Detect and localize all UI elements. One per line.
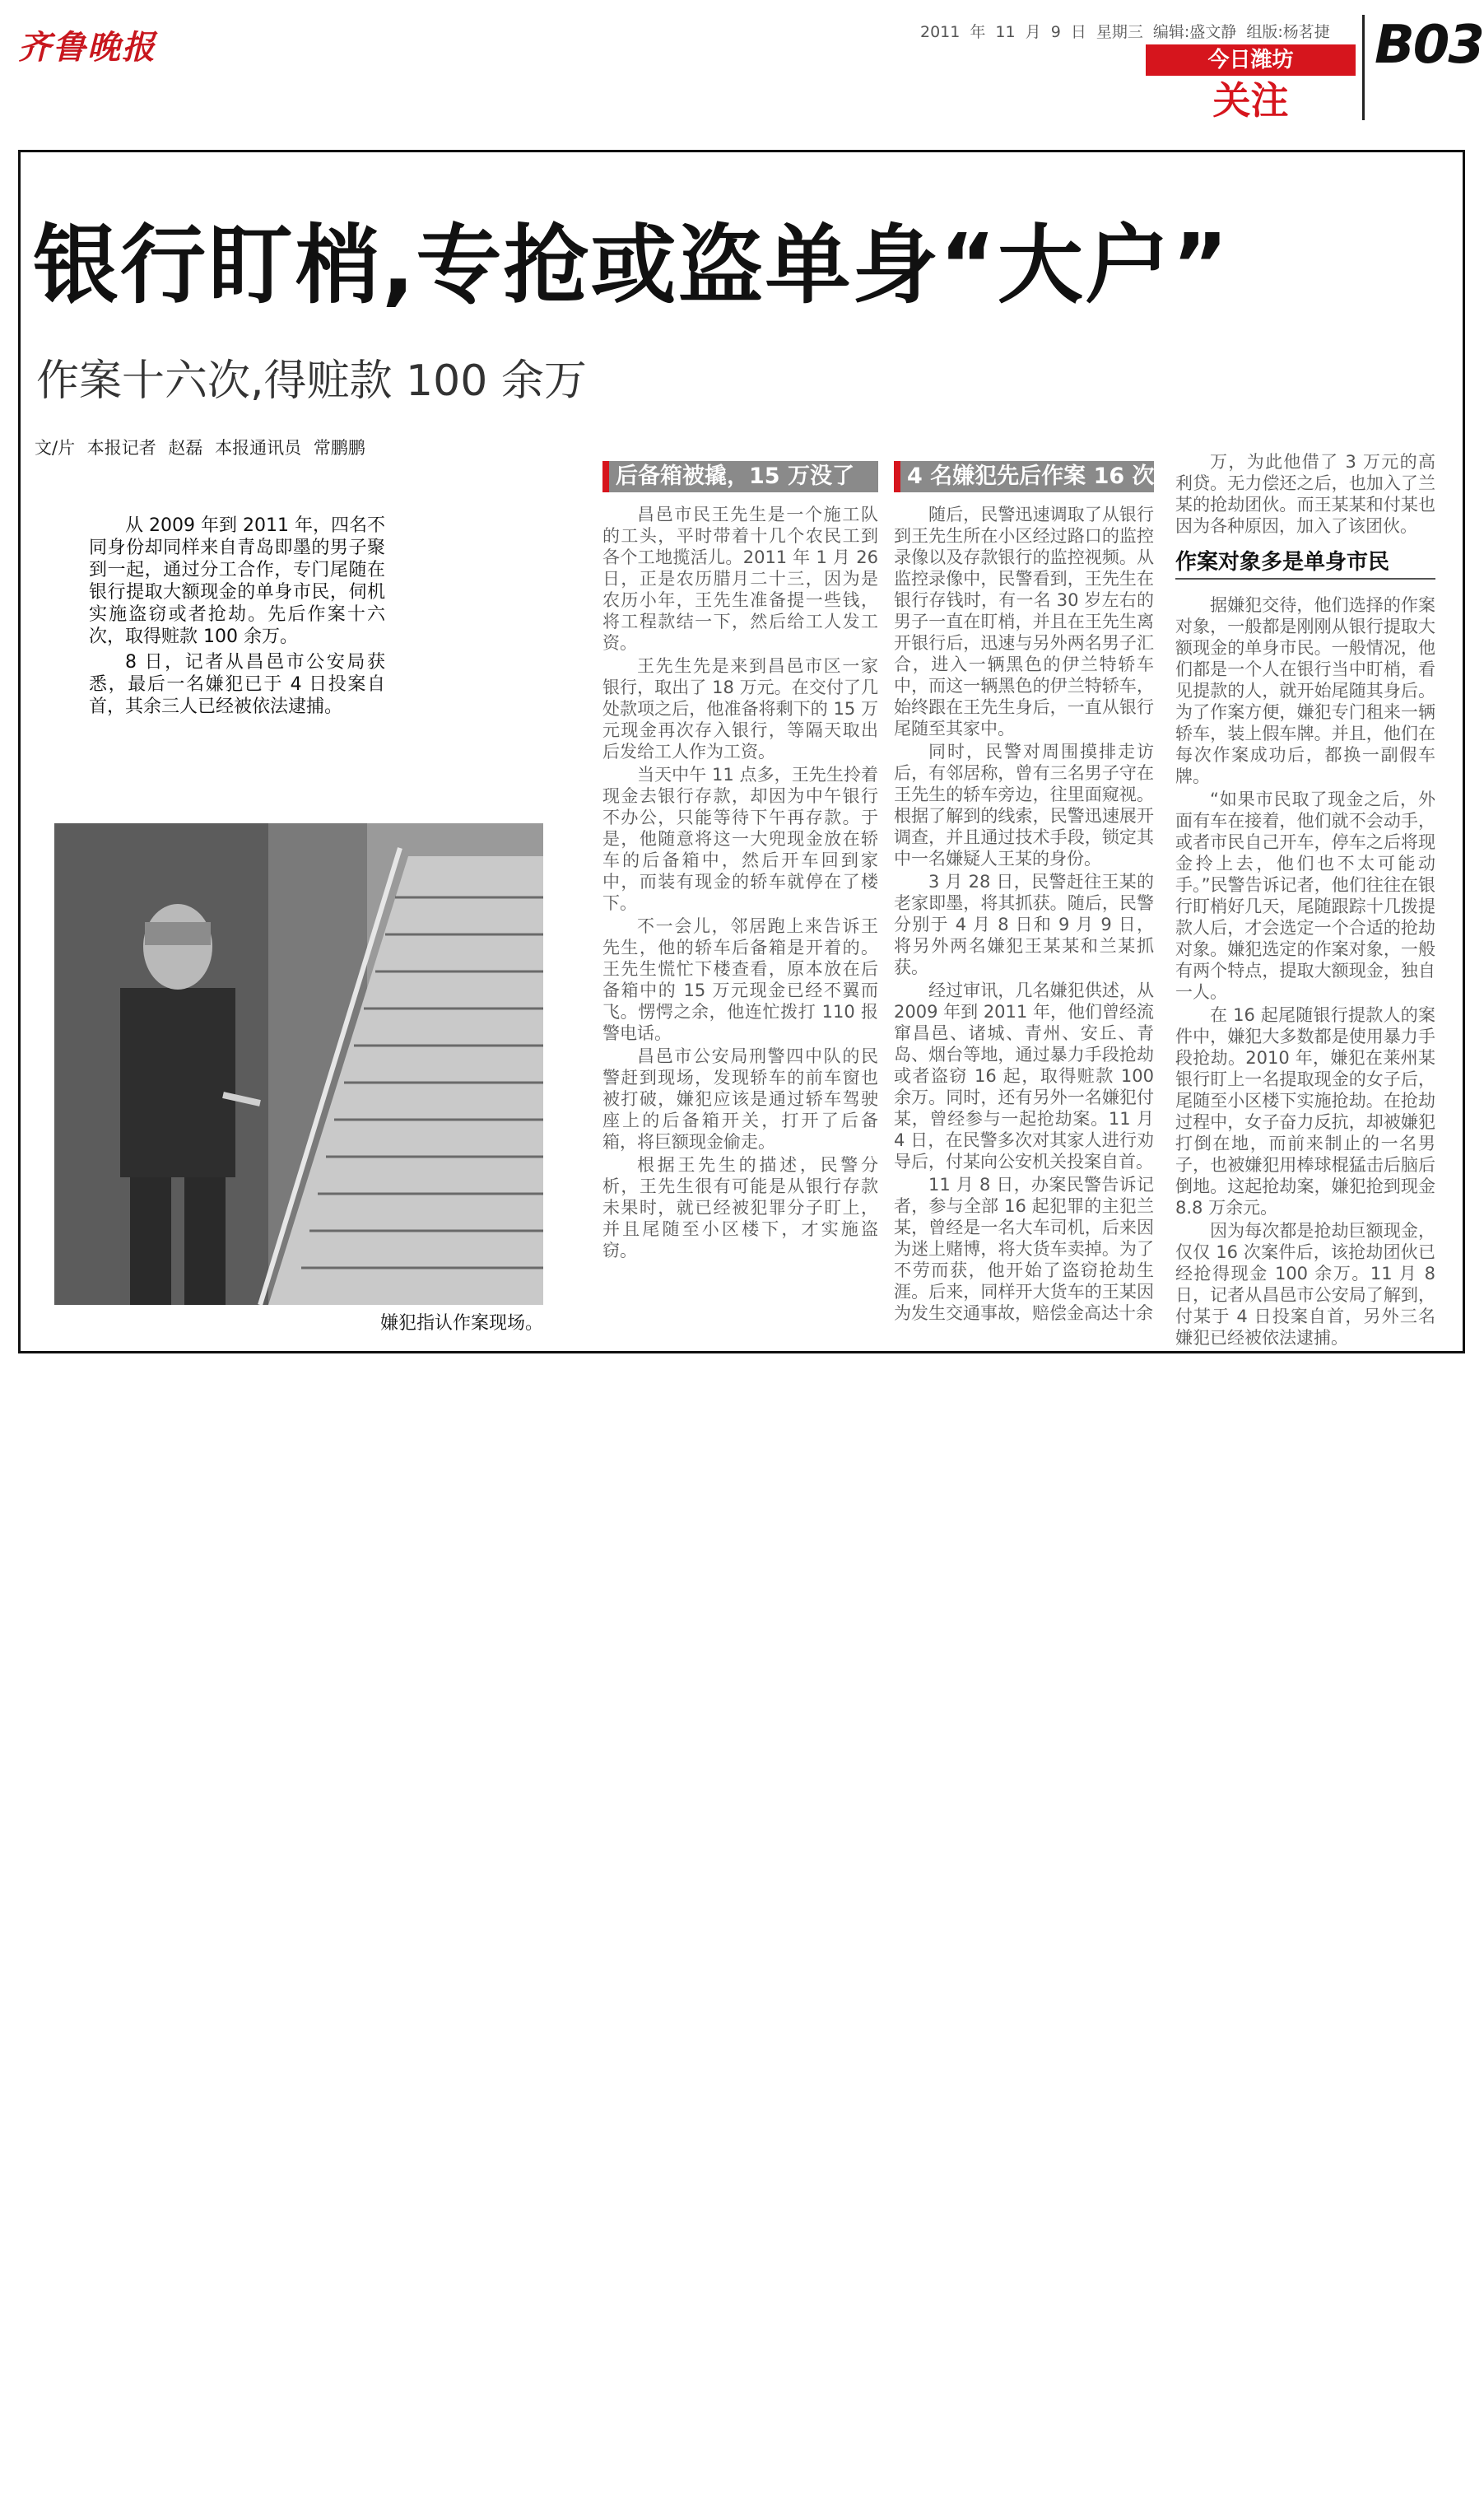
lead-paragraphs [89, 515, 385, 721]
paragraph: 11 月 8 日，办案民警告诉记者，参与全部 16 起犯罪的主犯兰某，曾经是一名大车司机，后来因为迷上赌博，将大货车卖掉。为了不劳而获，他开始了盗窃抢劫生涯。后来，同样开大货车的王某因为发生交通事故，赔偿金高达十余 [894, 1175, 1154, 1323]
page-meta: 2011 年 11 月 9 日 星期三 编辑:盛文静 组版:杨茗捷 [920, 23, 1330, 41]
paragraph: 经过审讯，几名嫌犯供述，从 2009 年到 2011 年，他们曾经流窜昌邑、诸城、青州、安丘、青岛、烟台等地，通过暴力手段抢劫或者盗窃 16 起，取得赃款 100 余万。同时，还有另外一名嫌犯付某，曾经参与一起抢劫案。11 月 4 日，在民警多次对其家人进行劝导后，付某向公安机关投案自首。 [894, 981, 1154, 1172]
section-title: 关注 [1212, 78, 1289, 123]
page-number: B03 [1375, 15, 1483, 76]
paragraph: 随后，民警迅速调取了从银行到王先生所在小区经过路口的监控录像以及存款银行的监控视频。从监控录像中，民警看到，王先生在银行存钱时，有一名 30 岁左右的男子一直在盯梢，并且在王先生离开银行后，迅速与另外两名男子汇合，进入一辆黑色的伊兰特轿车中，而这一辆黑色的伊兰特轿车，始终跟在王先生身后，一直从银行尾随至其家中。 [894, 505, 1154, 738]
column-3 [1175, 451, 1435, 1350]
paragraph: 昌邑市民王先生是一个施工队的工头，平时带着十几个农民工到各个工地揽活儿。2011 年 1 月 26 日，正是农历腊月二十三，因为是农历小年，王先生准备提一些钱，将工程款结一下，然后给工人发工资。 [602, 505, 878, 653]
masthead-divider [1362, 15, 1365, 120]
column-heading: 4 名嫌犯先后作案 16 次 [894, 461, 1154, 492]
photo-illustration [54, 823, 543, 1305]
paragraph: 王先生先是来到昌邑市区一家银行，取出了 18 万元。在交付了几处款项之后，他准备将剩下的 15 万元现金再次存入银行，等隔天取出后发给工人作为工资。 [602, 656, 878, 762]
paragraph: 不一会儿，邻居跑上来告诉王先生，他的轿车后备箱是开着的。王先生慌忙下楼查看，原本放在后备箱中的 15 万元现金已经不翼而飞。愣愕之余，他连忙拨打 110 报警电话。 [602, 916, 878, 1043]
lead-paragraph: 8 日，记者从昌邑市公安局获悉，最后一名嫌犯已于 4 日投案自首，其余三人已经被依法逮捕。 [89, 652, 385, 717]
paragraph: 当天中午 11 点多，王先生拎着现金去银行存款，却因为中午银行不办公，只能等待下午再存款。于是，他随意将这一大兜现金放在轿车的后备箱中，然后开车回到家中，而装有现金的轿车就停在了楼下。 [602, 765, 878, 913]
subheadline: 作案十六次,得赃款 100 余万 [36, 356, 587, 406]
newspaper-logo: 齐鲁晚报 [18, 28, 156, 67]
paragraph: 昌邑市公安局刑警四中队的民警赶到现场，发现轿车的前车窗也被打破，嫌犯应该是通过轿车驾驶座上的后备箱开关，打开了后备箱，将巨额现金偷走。 [602, 1046, 878, 1152]
paragraph: “如果市民取了现金之后，外面有车在接着，他们就不会动手，或者市民自己开车，停车之后将现金拎上去，他们也不太可能动手。”民警告诉记者，他们往往在银行盯梢好几天，尾随跟踪十几拨提款人后，才会选定一个合适的抢劫对象。嫌犯选定的作案对象，一般有两个特点，提取大额现金，独自一人。 [1175, 790, 1435, 1002]
section-tag: 今日潍坊 [1146, 44, 1356, 76]
paragraph: 根据王先生的描述，民警分析，王先生很有可能是从银行存款未果时，就已经被犯罪分子盯上，并且尾随至小区楼下，才实施盗窃。 [602, 1155, 878, 1260]
paragraph: 3 月 28 日，民警赶往王某的老家即墨，将其抓获。随后，民警分别于 4 月 8 日和 9 月 9 日，将另外两名嫌犯王某某和兰某抓获。 [894, 872, 1154, 977]
column-2 [894, 461, 1154, 1325]
headline: 银行盯梢,专抢或盗单身“大户” [33, 215, 1230, 315]
photo-caption: 嫌犯指认作案现场。 [379, 1313, 543, 1334]
column-heading: 作案对象多是单身市民 [1175, 552, 1435, 580]
paragraph: 在 16 起尾随银行提款人的案件中，嫌犯大多数都是使用暴力手段抢劫。2010 年，嫌犯在莱州某银行盯上一名提取现金的女子后，尾随至小区楼下实施抢劫。在抢劫过程中，女子奋力反抗，却被嫌犯打倒在地，而前来制止的一名男子，也被嫌犯用棒球棍猛击后脑后倒地。这起抢劫案，嫌犯抢到现金 8.8 万余元。 [1175, 1005, 1435, 1218]
column-heading: 后备箱被撬，15 万没了 [602, 461, 878, 492]
paragraph: 同时，民警对周围摸排走访后，有邻居称，曾有三名男子守在王先生的轿车旁边，往里面窥视。根据了解到的线索，民警迅速展开调查，并且通过技术手段，锁定其中一名嫌疑人王某的身份。 [894, 742, 1154, 869]
column-1 [602, 461, 878, 1263]
byline: 文/片 本报记者 赵磊 本报通讯员 常鹏鹏 [35, 438, 365, 458]
lead-paragraph: 从 2009 年到 2011 年，四名不同身份却同样来自青岛即墨的男子聚到一起，通过分工合作，专门尾随在银行提取大额现金的单身市民，伺机实施盗窃或者抢劫。先后作案十六次，取得赃款 100 余万。 [89, 515, 385, 647]
suspect-photo [54, 823, 543, 1305]
paragraph: 因为每次都是抢劫巨额现金，仅仅 16 次案件后，该抢劫团伙已经抢得现金 100 余万。11 月 8 日，记者从昌邑市公安局了解到，付某于 4 日投案自首，另外三名嫌犯已经被依法逮捕。 [1175, 1221, 1435, 1348]
paragraph: 万，为此他借了 3 万元的高利贷。无力偿还之后，也加入了兰某的抢劫团伙。而王某某和付某也因为各种原因，加入了该团伙。 [1175, 452, 1435, 536]
paragraph: 据嫌犯交待，他们选择的作案对象，一般都是刚刚从银行提取大额现金的单身市民。一般情况，他们都是一个人在银行当中盯梢，看见提款的人，就开始尾随其身后。为了作案方便，嫌犯专门租来一辆轿车，装上假车牌。并且，他们在每次作案成功后，都换一副假车牌。 [1175, 595, 1435, 786]
